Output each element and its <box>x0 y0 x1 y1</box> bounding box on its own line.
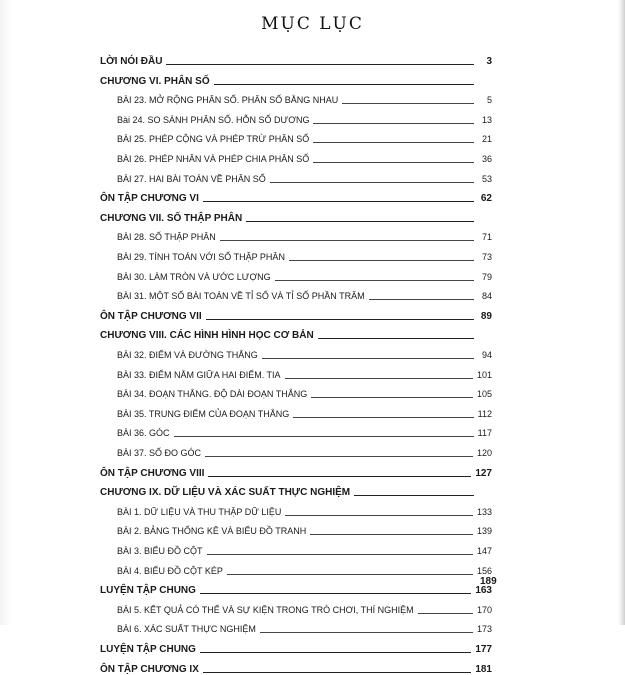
toc-leader-line <box>246 221 474 222</box>
toc-lesson-row <box>100 86 492 106</box>
toc-entry-label: ÔN TẬP CHƯƠNG VIII <box>100 467 205 479</box>
toc-entry-page: 21 <box>481 134 492 145</box>
toc-entry-page: 156 <box>476 565 492 576</box>
toc-lesson-row <box>100 106 492 126</box>
toc-entry-page: 105 <box>476 389 492 400</box>
toc-entry-label: ÔN TẬP CHƯƠNG VI <box>100 193 199 205</box>
toc-entry-page: 112 <box>477 408 492 419</box>
toc-entry-label: BÀI 1. DỮ LIỆU VÀ THU THẬP DỮ LIỆU <box>117 506 282 517</box>
toc-entry-label: ÔN TẬP CHƯƠNG IX <box>100 663 199 675</box>
toc-entry-page: 177 <box>475 644 492 655</box>
toc-entry-page: 73 <box>481 252 492 262</box>
toc-leader-line <box>285 515 473 516</box>
toc-lesson-row <box>100 145 492 165</box>
toc-chapter-row <box>100 321 492 341</box>
toc-entry-page: 79 <box>481 271 492 282</box>
toc-chapter-row <box>100 47 492 67</box>
toc-chapter-row <box>100 655 492 675</box>
toc-leader-line <box>354 495 474 496</box>
toc-leader-line <box>262 358 474 359</box>
toc-lesson-row <box>100 557 492 577</box>
toc-entry-label: CHƯƠNG VII. SỐ THẬP PHÂN <box>100 212 243 224</box>
toc-entry-page: 13 <box>481 114 492 125</box>
toc-entry-page: 94 <box>481 350 492 360</box>
toc-leader-line <box>200 593 471 594</box>
toc-leader-line <box>207 554 473 555</box>
toc-leader-line <box>310 534 473 535</box>
toc-entry-label: BÀI 28. SỐ THẬP PHÂN <box>117 232 216 243</box>
toc-entry-label: ÔN TẬP CHƯƠNG VII <box>100 310 202 322</box>
toc-chapter-row <box>100 302 492 322</box>
toc-entry-page: 133 <box>476 506 492 517</box>
toc-entry-page: 173 <box>476 624 492 635</box>
toc-entry-label: BÀI 32. ĐIỂM VÀ ĐƯỜNG THẲNG <box>117 350 258 360</box>
toc-entry-page: 120 <box>476 448 492 458</box>
page-number: 189 <box>480 576 497 587</box>
toc-leader-line <box>200 652 471 653</box>
toc-entry-label: BÀI 6. XÁC SUẤT THỰC NGHIỆM <box>117 624 256 635</box>
toc-entry-label: BÀI 35. TRUNG ĐIỂM CỦA ĐOẠN THẲNG <box>117 408 290 419</box>
toc-lesson-row <box>100 419 492 439</box>
toc-lesson-row <box>100 282 492 302</box>
toc-entry-page: 84 <box>481 291 492 302</box>
toc-leader-line <box>313 123 474 124</box>
toc-chapter-row <box>100 184 492 204</box>
toc-lesson-row <box>100 439 492 459</box>
toc-leader-line <box>206 319 474 320</box>
toc-lesson-row <box>100 341 492 361</box>
toc-chapter-row <box>100 635 492 655</box>
toc-lesson-row <box>100 615 492 635</box>
toc-entry-page: 181 <box>475 663 492 675</box>
toc-entry-label: CHƯƠNG IX. DỮ LIỆU VÀ XÁC SUẤT THỰC NGHIỆM <box>100 487 351 499</box>
toc-entry-label: BÀI 5. KẾT QUẢ CÓ THỂ VÀ SỰ KIỆN TRONG TRÒ CHƠI, THÍ NGHIỆM <box>117 604 414 615</box>
toc-entry-page: 127 <box>475 467 492 479</box>
page-title: MỤC LỤC <box>261 14 364 34</box>
toc-entry-label: BÀI 2. BẢNG THỐNG KÊ VÀ BIỂU ĐỒ TRANH <box>117 526 307 537</box>
toc-lesson-row <box>100 400 492 420</box>
toc-entry-label: BÀI 4. BIỂU ĐỒ CỘT KÉP <box>117 565 223 576</box>
toc-entry-page: 3 <box>486 56 492 67</box>
toc-leader-line <box>214 84 474 85</box>
toc-leader-line <box>203 672 471 673</box>
toc-entry-label: BÀI 36. GÓC <box>117 428 170 439</box>
toc-leader-line <box>289 260 474 261</box>
toc-leader-line <box>318 338 474 339</box>
toc-leader-line <box>313 142 474 143</box>
toc-leader-line <box>227 574 473 575</box>
toc-chapter-row <box>100 204 492 224</box>
toc-entry-page: 62 <box>480 193 492 205</box>
toc-entry-label: LUYỆN TẬP CHUNG <box>100 585 196 597</box>
toc-lesson-row <box>100 517 492 537</box>
toc-entry-label: BÀI 34. ĐOẠN THẲNG. ĐỘ DÀI ĐOẠN THẲNG <box>117 389 308 400</box>
toc-leader-line <box>270 182 474 183</box>
toc-entry-label: BÀI 26. PHÉP NHÂN VÀ PHÉP CHIA PHÂN SỐ <box>117 154 310 164</box>
toc-entry-label: BÀI 37. SỐ ĐO GÓC <box>117 448 202 458</box>
toc-lesson-row <box>100 165 492 185</box>
toc-leader-line <box>313 162 474 163</box>
toc-entry-page: 170 <box>476 604 492 615</box>
toc-lesson-row <box>100 125 492 145</box>
toc-lesson-row <box>100 596 492 616</box>
page-edge-shadow-left <box>0 0 12 625</box>
toc-entry-label: BÀI 31. MỘT SỐ BÀI TOÁN VỀ TỈ SỐ VÀ TỈ SỐ PHẦN TRĂM <box>117 291 365 302</box>
toc-entry-page: 5 <box>486 95 492 106</box>
toc-leader-line <box>311 397 473 398</box>
toc-entry-label: LỜI NÓI ĐẦU <box>100 56 163 67</box>
toc-leader-line <box>174 436 474 437</box>
toc-leader-line <box>369 299 474 300</box>
toc-leader-line <box>285 378 473 379</box>
toc-leader-line <box>205 456 473 457</box>
toc-entry-page: 147 <box>476 546 492 556</box>
toc-leader-line <box>166 64 474 65</box>
toc-chapter-row <box>100 576 492 596</box>
toc-chapter-row <box>100 459 492 479</box>
toc-leader-line <box>260 632 473 633</box>
toc-entry-label: LUYỆN TẬP CHUNG <box>100 644 196 655</box>
toc-lesson-row <box>100 223 492 243</box>
toc-lesson-row <box>100 243 492 263</box>
toc-chapter-row <box>100 67 492 87</box>
toc-entry-page: 163 <box>475 585 492 597</box>
toc-lesson-row <box>100 537 492 557</box>
toc-lesson-row <box>100 498 492 518</box>
toc-chapter-row <box>100 478 492 498</box>
toc-entry-label: BÀI 27. HAI BÀI TOÁN VỀ PHÂN SỐ <box>117 173 266 184</box>
toc-leader-line <box>208 476 471 477</box>
toc-leader-line <box>220 240 474 241</box>
toc-entry-label: BÀI 3. BIỂU ĐỒ CỘT <box>117 546 203 556</box>
toc-lesson-row <box>100 361 492 381</box>
toc-entry-label: BÀI 25. PHÉP CỘNG VÀ PHÉP TRỪ PHÂN SỐ <box>117 134 310 145</box>
toc-entry-label: BÀI 23. MỞ RỘNG PHÂN SỐ. PHÂN SỐ BẰNG NHAU <box>117 95 339 106</box>
toc-entry-label: Bài 24. SO SÁNH PHÂN SỐ. HỖN SỐ DƯƠNG <box>117 114 310 125</box>
toc-entry-page: 117 <box>477 428 492 439</box>
toc-lesson-row <box>100 380 492 400</box>
page-edge-shadow-right <box>617 0 625 625</box>
toc-entry-label: CHƯƠNG VI. PHÂN SỐ <box>100 75 210 87</box>
toc-entry-page: 101 <box>476 369 492 380</box>
toc-lesson-row <box>100 263 492 283</box>
toc-entry-page: 71 <box>481 232 492 243</box>
toc-entry-label: CHƯƠNG VIII. CÁC HÌNH HÌNH HỌC CƠ BẢN <box>100 330 314 342</box>
toc-entry-label: BÀI 30. LÀM TRÒN VÀ ƯỚC LƯỢNG <box>117 271 271 282</box>
toc-entry-page: 89 <box>480 310 492 322</box>
toc-leader-line <box>293 417 473 418</box>
toc-entry-page: 36 <box>481 154 492 164</box>
toc-leader-line <box>342 103 474 104</box>
toc-leader-line <box>275 280 474 281</box>
toc-leader-line <box>203 201 474 202</box>
toc-entry-label: BÀI 33. ĐIỂM NẰM GIỮA HAI ĐIỂM. TIA <box>117 369 281 380</box>
toc-leader-line <box>418 613 473 614</box>
toc-entry-page: 53 <box>481 173 492 184</box>
toc-entry-label: BÀI 29. TÍNH TOÁN VỚI SỐ THẬP PHÂN <box>117 252 285 262</box>
toc-entry-page: 139 <box>476 526 492 537</box>
